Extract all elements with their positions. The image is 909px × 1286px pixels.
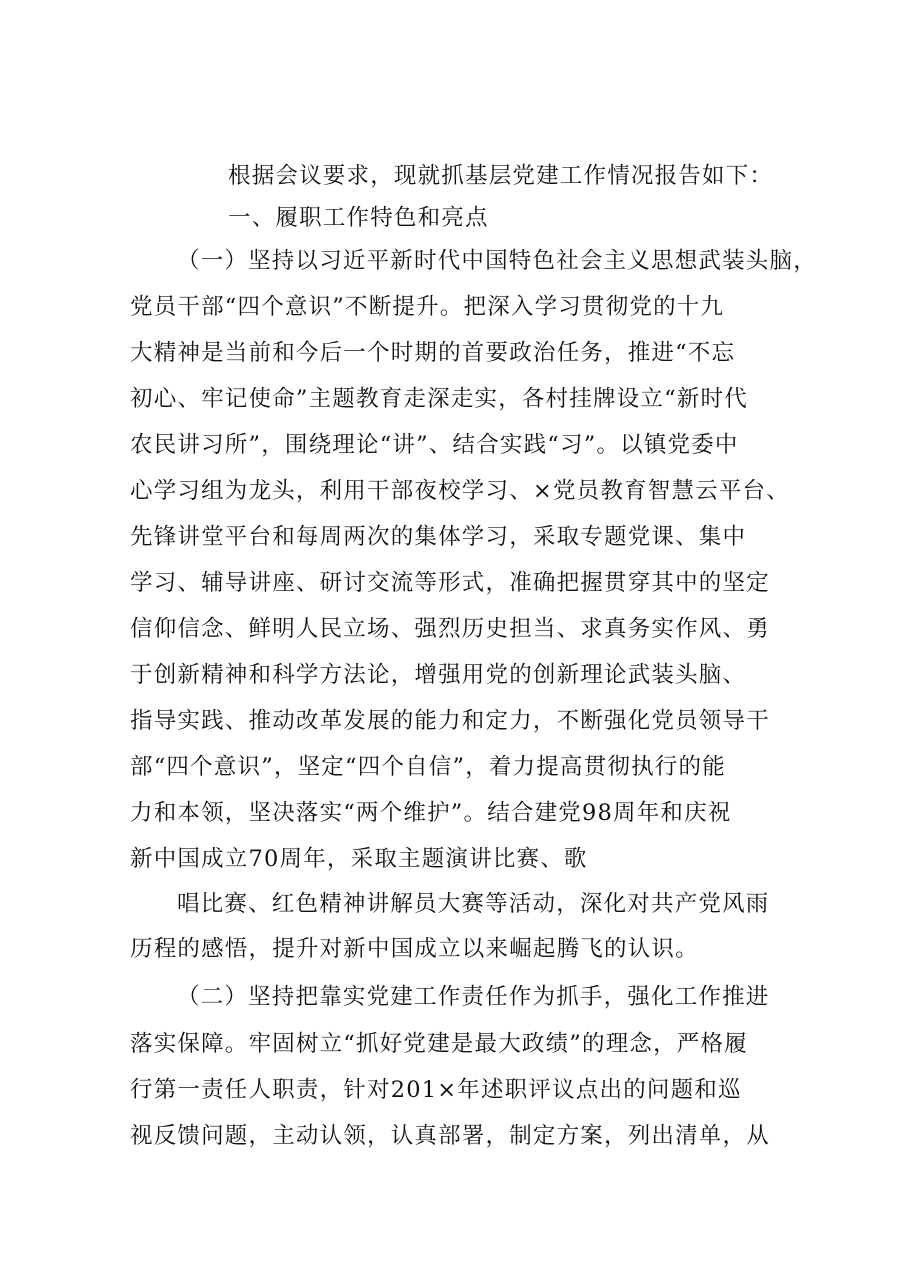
paragraph-line: 行第一责任人职责，针对201×年述职评议点出的问题和巡 bbox=[130, 1077, 742, 1103]
paragraph-line: 心学习组为龙头，利用干部夜校学习、×党员教育智慧云平台、 bbox=[130, 478, 790, 504]
paragraph-line: 先锋讲堂平台和每周两次的集体学习，采取专题党课、集中 bbox=[130, 524, 747, 550]
paragraph-line: 力和本领，坚决落实“两个维护”。结合建党98周年和庆祝 bbox=[130, 800, 732, 826]
paragraph-line: 信仰信念、鲜明人民立场、强烈历史担当、求真务实作风、勇 bbox=[130, 616, 770, 642]
paragraph-line: 唱比赛、红色精神讲解员大赛等活动，深化对共产党风雨 bbox=[177, 891, 770, 917]
paragraph-line: 新中国成立70周年，采取主题演讲比赛、歌 bbox=[130, 846, 588, 872]
intro-paragraph: 根据会议要求，现就抓基层党建工作情况报告如下： bbox=[228, 163, 774, 189]
paragraph-line: 农民讲习所”，围绕理论“讲”、结合实践“习”。以镇党委中 bbox=[130, 432, 739, 458]
paragraph-line: 学习、辅导讲座、研讨交流等形式，准确把握贯穿其中的坚定 bbox=[130, 570, 770, 596]
paragraph-line: 部“四个意识”，坚定“四个自信”，着力提高贯彻执行的能 bbox=[130, 754, 726, 780]
paragraph-line: 初心、牢记使命”主题教育走深走实，各村挂牌设立“新时代 bbox=[130, 386, 748, 412]
paragraph-line: 党员干部“四个意识”不断提升。把深入学习贯彻党的十九 bbox=[130, 294, 725, 320]
paragraph-line: 大精神是当前和今后一个时期的首要政治任务，推进“不忘 bbox=[130, 340, 736, 366]
paragraph-line: 落实保障。牢固树立“抓好党建是最大政绩”的理念，严格履 bbox=[130, 1031, 748, 1057]
paragraph-line: 视反馈问题，主动认领，认真部署，制定方案，列出清单，从 bbox=[130, 1123, 770, 1149]
paragraph-line: （一）坚持以习近平新时代中国特色社会主义思想武装头脑， bbox=[177, 248, 817, 274]
paragraph-line: 指导实践、推动改革发展的能力和定力，不断强化党员领导干 bbox=[130, 708, 770, 734]
section-heading: 一、履职工作特色和亮点 bbox=[228, 205, 489, 231]
paragraph-line: （二）坚持把靠实党建工作责任作为抓手，强化工作推进 bbox=[177, 984, 770, 1010]
paragraph-line: 历程的感悟，提升对新中国成立以来崛起腾飞的认识。 bbox=[130, 936, 699, 962]
paragraph-line: 于创新精神和科学方法论，增强用党的创新理论武装头脑、 bbox=[130, 662, 747, 688]
